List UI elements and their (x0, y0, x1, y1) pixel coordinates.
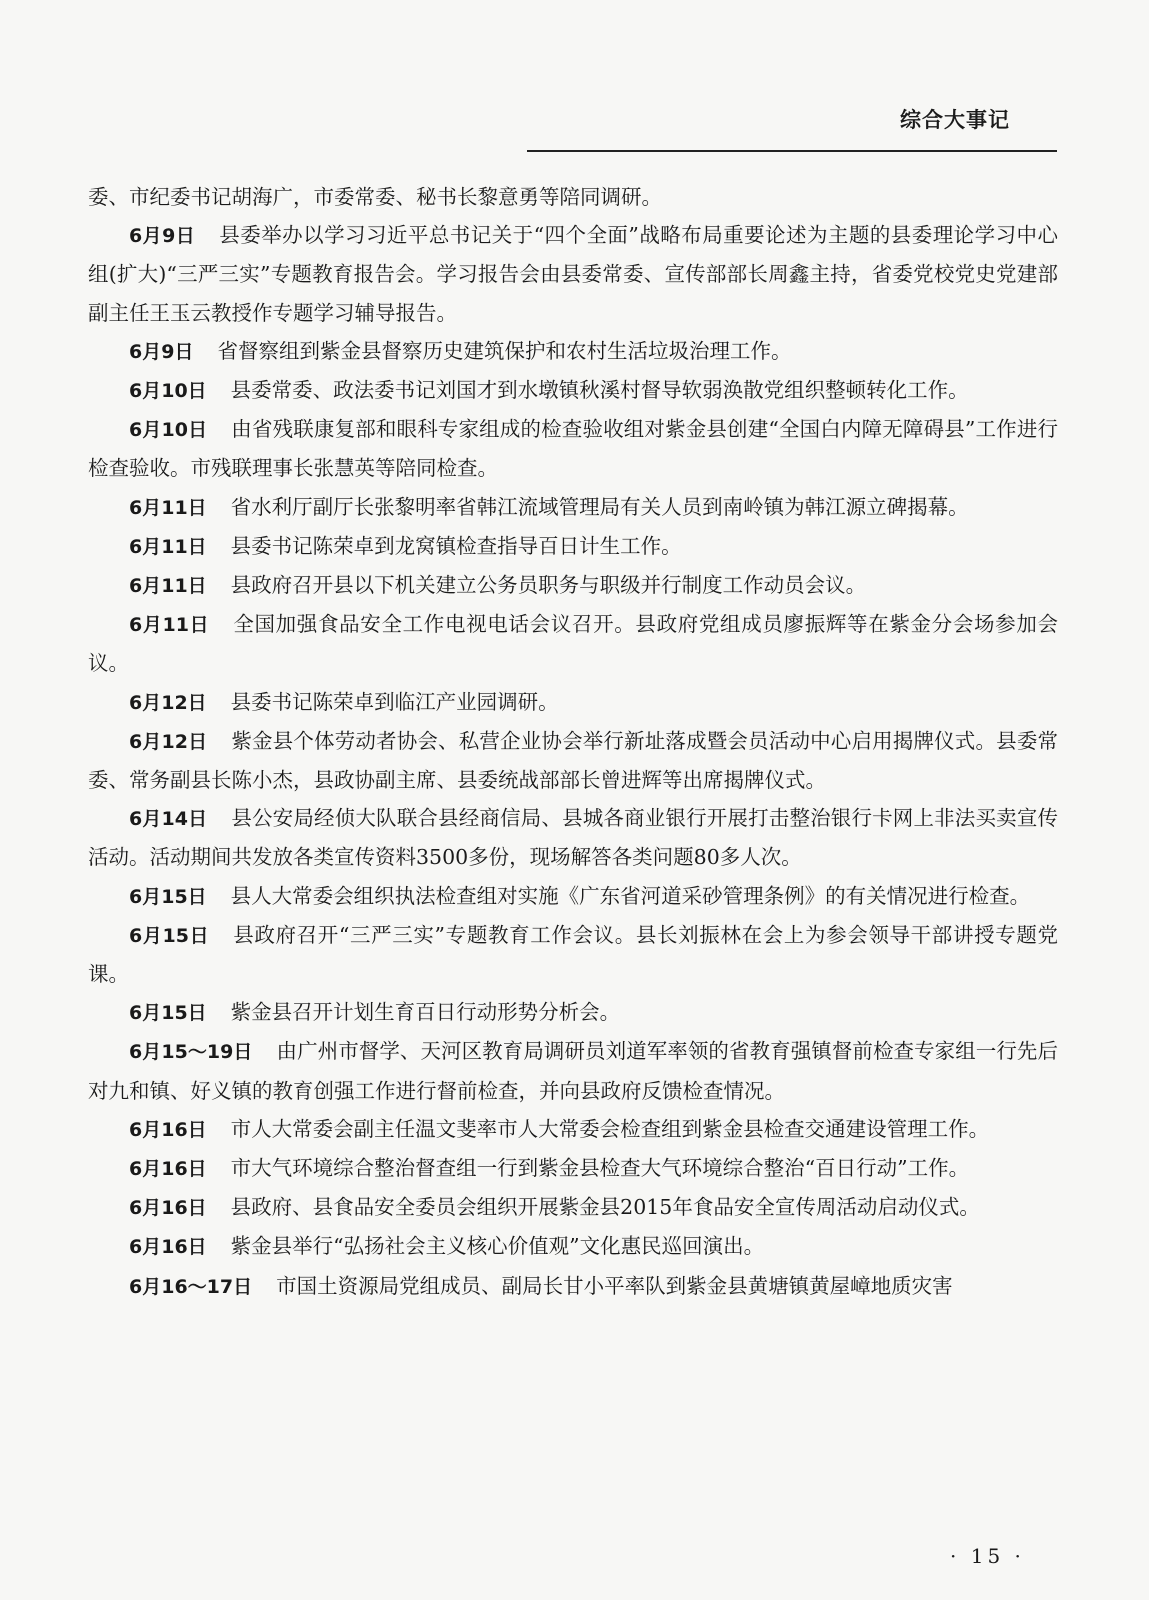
entry-date: 6月16～17日 (129, 1275, 253, 1298)
entry-text: 紫金县举行“弘扬社会主义核心价值观”文化惠民巡回演出。 (230, 1234, 765, 1259)
entries-list (88, 216, 1058, 1306)
entry-date: 6月10日 (129, 380, 207, 403)
chronicle-entry (88, 216, 1058, 332)
header-title: 综合大事记 (900, 108, 1010, 132)
entry-date: 6月15日 (129, 1002, 207, 1025)
entry-text: 由广州市督学、天河区教育局调研员刘道军率领的省教育强镇督前检查专家组一行先后对九和镇、好义镇的教育创强工作进行督前检查，并向县政府反馈检查情况。 (88, 1039, 1059, 1103)
chronicle-entry (88, 1149, 1058, 1188)
entry-date: 6月15日 (129, 885, 207, 908)
entry-text: 县政府、县食品安全委员会组织开展紫金县2015年食品安全宣传周活动启动仪式。 (230, 1195, 980, 1220)
entry-text: 省水利厅副厅长张黎明率省韩江流域管理局有关人员到南岭镇为韩江源立碑揭幕。 (230, 494, 969, 519)
chronicle-entry (88, 877, 1058, 916)
entry-date: 6月12日 (129, 691, 207, 714)
entry-text: 省督察组到紫金县督察历史建筑保护和农村生活垃圾治理工作。 (217, 338, 792, 363)
chronicle-entry (88, 1032, 1058, 1109)
entry-text: 县政府召开“三严三实”专题教育工作会议。县长刘振林在会上为参会领导干部讲授专题党课。 (88, 922, 1058, 987)
entry-date: 6月9日 (129, 225, 196, 248)
entry-text: 由省残联康复部和眼科专家组成的检查验收组对紫金县创建“全国白内障无障碍县”工作进行检查验收。市残联理事长张慧英等陪同检查。 (88, 417, 1058, 481)
chronicle-entry (88, 722, 1058, 799)
entry-date: 6月11日 (129, 496, 207, 519)
intro-paragraph: 委、市纪委书记胡海广，市委常委、秘书长黎意勇等陪同调研。 (88, 185, 662, 209)
chronicle-entry (88, 605, 1058, 682)
entry-text: 县政府召开县以下机关建立公务员职务与职级并行制度工作动员会议。 (230, 573, 867, 598)
chronicle-entry (88, 1188, 1058, 1227)
chronicle-entry (88, 916, 1058, 993)
entry-text: 紫金县个体劳动者协会、私营企业协会举行新址落成暨会员活动中心启用揭牌仪式。县委常委、常务副县长陈小杰，县政协副主席、县委统战部部长曾进辉等出席揭牌仪式。 (88, 728, 1058, 793)
chronicle-entry (88, 527, 1058, 566)
entry-date: 6月14日 (129, 808, 208, 831)
chronicle-entry (88, 683, 1058, 722)
entry-date: 6月11日 (129, 535, 207, 558)
entry-date: 6月16日 (129, 1197, 207, 1220)
header-rule (527, 150, 1057, 152)
chronicle-body (88, 178, 1058, 1306)
entry-date: 6月10日 (129, 419, 208, 442)
entry-date: 6月16日 (129, 1118, 207, 1141)
page-number: · 15 · (950, 1544, 1025, 1568)
entry-text: 市人大常委会副主任温文斐率市人大常委会检查组到紫金县检查交通建设管理工作。 (230, 1116, 990, 1141)
chronicle-entry (88, 1227, 1058, 1266)
chronicle-entry (88, 1267, 1058, 1306)
entry-date: 6月11日 (129, 614, 210, 637)
entry-date: 6月16日 (129, 1236, 207, 1259)
entry-text: 紫金县召开计划生育百日行动形势分析会。 (230, 1000, 621, 1025)
entry-text: 县人大常委会组织执法检查组对实施《广东省河道采砂管理条例》的有关情况进行检查。 (230, 883, 1031, 908)
entry-date: 6月11日 (129, 575, 207, 598)
entry-date: 6月12日 (129, 730, 208, 753)
entry-text: 县委举办以学习习近平总书记关于“四个全面”战略布局重要论述为主题的县委理论学习中心组(扩大)“三严三实”专题教育报告会。学习报告会由县委常委、宣传部部长周鑫主持，省委党校党史党建部副主任王玉云教授作专题学习辅导报告。 (88, 223, 1058, 325)
entry-date: 6月9日 (129, 340, 194, 363)
entry-date: 6月15日 (129, 924, 210, 947)
chronicle-entry (88, 799, 1058, 876)
entry-text: 县公安局经侦大队联合县经商信局、县城各商业银行开展打击整治银行卡网上非法买卖宣传活动。活动期间共发放各类宣传资料3500多份，现场解答各类问题80多人次。 (88, 806, 1058, 870)
entry-date: 6月15～19日 (129, 1041, 253, 1064)
entry-date: 6月16日 (129, 1158, 207, 1181)
entry-text: 县委常委、政法委书记刘国才到水墩镇秋溪村督导软弱涣散党组织整顿转化工作。 (230, 378, 969, 403)
chronicle-entry (88, 993, 1058, 1032)
entry-text: 市大气环境综合整治督查组一行到紫金县检查大气环境综合整治“百日行动”工作。 (230, 1156, 970, 1181)
chronicle-entry (88, 371, 1058, 410)
chronicle-entry (88, 1110, 1058, 1149)
chronicle-entry (88, 566, 1058, 605)
chronicle-entry (88, 488, 1058, 527)
chronicle-entry (88, 410, 1058, 487)
entry-text: 全国加强食品安全工作电视电话会议召开。县政府党组成员廖振辉等在紫金分会场参加会议。 (88, 612, 1058, 676)
entry-text: 县委书记陈荣卓到临江产业园调研。 (230, 689, 559, 714)
entry-text: 县委书记陈荣卓到龙窝镇检查指导百日计生工作。 (230, 533, 682, 558)
chronicle-entry (88, 332, 1058, 371)
entry-text: 市国土资源局党组成员、副局长甘小平率队到紫金县黄塘镇黄屋嶂地质灾害 (276, 1273, 953, 1298)
